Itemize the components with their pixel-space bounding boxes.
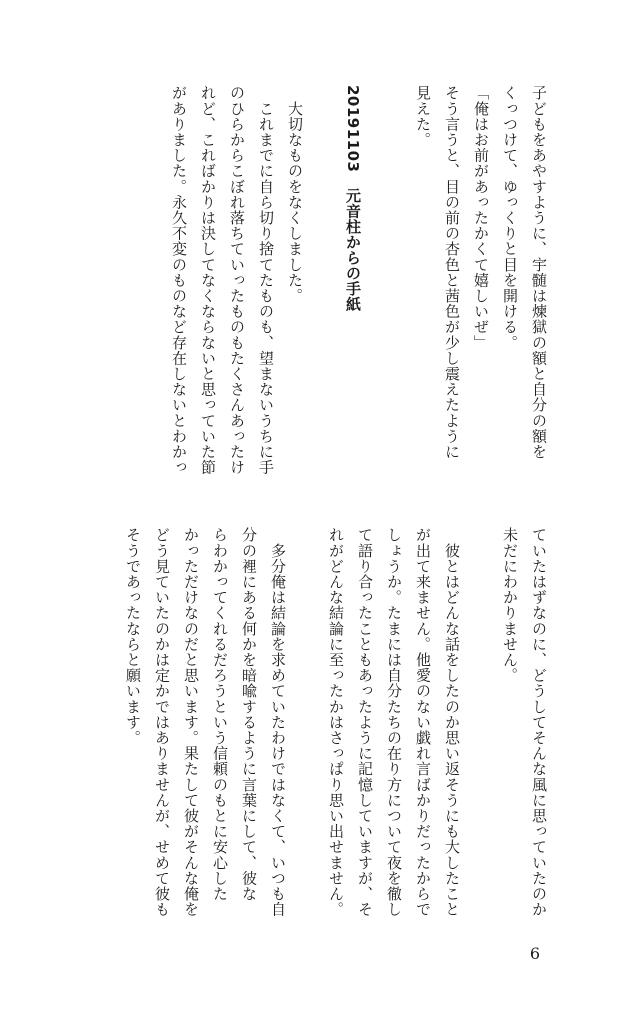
text-line: そう言うと、目の前の杏色と茜色が少し震えたように	[443, 85, 461, 460]
section-heading: 20191103 元音柱からの手紙	[344, 85, 362, 312]
lower-text-block	[118, 527, 553, 927]
text-line: しょうか。たまには自分たちの在り方について夜を徹し	[385, 527, 403, 917]
text-line: て語り合ったこともあったように記憶していますが、そ	[356, 527, 374, 917]
text-line	[292, 527, 321, 927]
text-line: 多分俺は結論を求めていたわけではなくて、いつも自	[269, 527, 287, 917]
text-line: 彼とはどんな話をしたのか思い返そうにも大したこと	[443, 527, 461, 917]
page-number: 6	[529, 944, 540, 963]
text-line: のひらからこぼれ落ちていったものもたくさんあったけ	[228, 85, 246, 475]
text-line: 大切なものをなくしました。	[286, 85, 304, 304]
text-line: ていたはずなのに、どうしてそんな風に思っていたのか	[530, 527, 548, 917]
text-line: そうであったならと願います。	[124, 527, 142, 746]
text-line: れがどんな結論に至ったかはさっぱり思い出せません。	[327, 527, 345, 917]
upper-text-block	[408, 85, 553, 485]
text-line: が出て来ません。他愛のない戯れ言ばかりだったからで	[414, 527, 432, 917]
text-line: 子どもをあやすように、宇髄は煉獄の額と自分の額を	[530, 85, 548, 460]
text-line: これまでに自ら切り捨てたものも、望まないうちに手	[257, 85, 275, 475]
text-line	[466, 527, 495, 927]
text-line: れど、こればかりは決してなくならないと思っていた節	[199, 85, 217, 475]
text-line: かっただけなのだと思います。果たして彼がそんな俺を	[182, 527, 200, 917]
text-line: どう見ていたのかは定かではありませんが、せめて彼も	[153, 527, 171, 917]
text-line: 「俺はお前があったかくて嬉しいぜ」	[472, 85, 490, 351]
text-line: がありました。永久不変のものなど存在しないとわかっ	[170, 85, 188, 475]
text-line: らわかってくれるだろうという信頼のもとに安心した	[211, 527, 229, 902]
text-line: 分の裡にある何かを暗喩するように言葉にして、彼な	[240, 527, 258, 902]
text-line: 未だにわかりません。	[501, 527, 519, 683]
text-line: 見えた。	[414, 85, 432, 148]
text-line: くっつけて、ゆっくりと目を開ける。	[501, 85, 519, 351]
upper-text-block-after-heading	[164, 85, 309, 485]
